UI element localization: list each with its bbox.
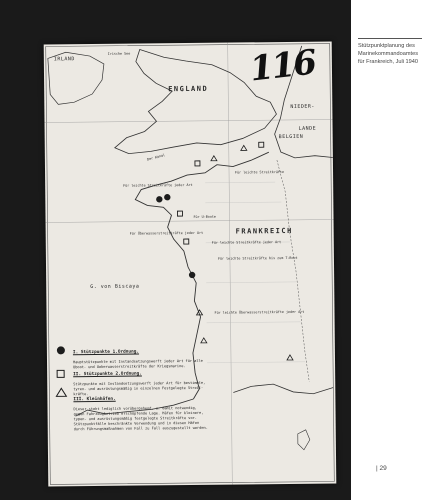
base-square-marker	[177, 211, 182, 216]
handwritten-page-number: 116	[247, 42, 317, 90]
base-note: Für leichte Streitkräfte	[235, 170, 285, 175]
base-dot-marker	[189, 272, 195, 278]
label-belgien: BELGIEN	[278, 133, 304, 141]
caption-line: Stützpunktplanung des	[358, 43, 415, 49]
land-hatching	[205, 182, 305, 363]
legend-description: Dieser steht lediglich vorübergehend, u. damit notwendig, gegen Fahrzeugbetrieb erschöpfende Lage. Häfen für kleinere, typen- und ausrüstungsmäßig festgelegte Streitkräfte vor. Stützpunktfälle beschränkte Verwendung und in diesen Häfen durch Führungsmaßnahmen von Fall zu Fall auszugestellt werden.	[73, 405, 208, 432]
corsica-coast	[298, 430, 310, 450]
caption-line: Marinekommandoamtes	[358, 51, 419, 57]
base-note: Für U-Boote	[193, 214, 216, 219]
label-irische-see: Irische See	[107, 51, 131, 56]
label-biscaya: G. von Biscaya	[90, 283, 140, 291]
map-document	[44, 42, 337, 487]
label-irland: IRLAND	[53, 56, 75, 63]
grid-line	[46, 219, 334, 222]
base-square-marker	[184, 239, 189, 244]
base-triangle-marker	[201, 338, 207, 343]
legend-description: Hauptstützpunkte mit Instandsetzungswerft jeder Art für alle Uboot- und Ueberwasserstreitkräfte der Kriegsmarine.	[73, 358, 203, 370]
base-note: Für Überwasserstreitkräfte jeder Art	[129, 230, 204, 236]
base-square-marker	[259, 142, 264, 147]
legend-square-symbol	[57, 370, 64, 377]
legend-heading: II. Stützpunkte 2.Ordnung.	[73, 371, 142, 378]
legend-heading: I. Stützpunkte 1.Ordnung.	[72, 349, 140, 356]
label-nieder: NIEDER-	[290, 103, 315, 110]
caption-line: für Frankreich, Juli 1940	[358, 59, 419, 65]
base-note: Für leichte Streitkräfte jeder Art	[211, 240, 282, 245]
base-note: Für leichte Überwasserstreitkräfte jeder Art	[214, 309, 305, 315]
legend-heading: III. Kleinhäfen.	[73, 396, 116, 403]
base-note: Für leichte Streitkräfte bis zum T-Boot	[217, 255, 298, 261]
label-frankreich: FRANKREICH	[235, 226, 293, 236]
label-lande: LANDE	[298, 125, 317, 132]
legend-description: Stützpunkte mit Instandsetzungswerft jeder Art für bestimmte, tyren- und ausrüstungsmäßig in einzelnen Festgelegte Streit- kräfte.	[73, 380, 206, 397]
label-england: ENGLAND	[168, 84, 209, 94]
base-note: Für leichte Streitkräfte jeder Art	[123, 182, 193, 188]
base-triangle-marker	[241, 145, 247, 150]
base-dot-marker	[164, 194, 170, 200]
label-der-kanal: Der Kanal	[146, 153, 166, 162]
base-dot-marker	[156, 196, 162, 202]
border-line	[277, 160, 309, 382]
base-triangle-marker	[211, 156, 217, 161]
legend-entry-3	[73, 390, 273, 437]
grid-line	[45, 119, 333, 122]
legend-dot-symbol	[57, 346, 65, 354]
page-number: | 29	[376, 465, 387, 472]
legend-triangle-symbol	[56, 388, 66, 396]
figure-caption	[358, 38, 422, 66]
base-square-marker	[195, 161, 200, 166]
base-triangle-marker	[287, 355, 293, 360]
